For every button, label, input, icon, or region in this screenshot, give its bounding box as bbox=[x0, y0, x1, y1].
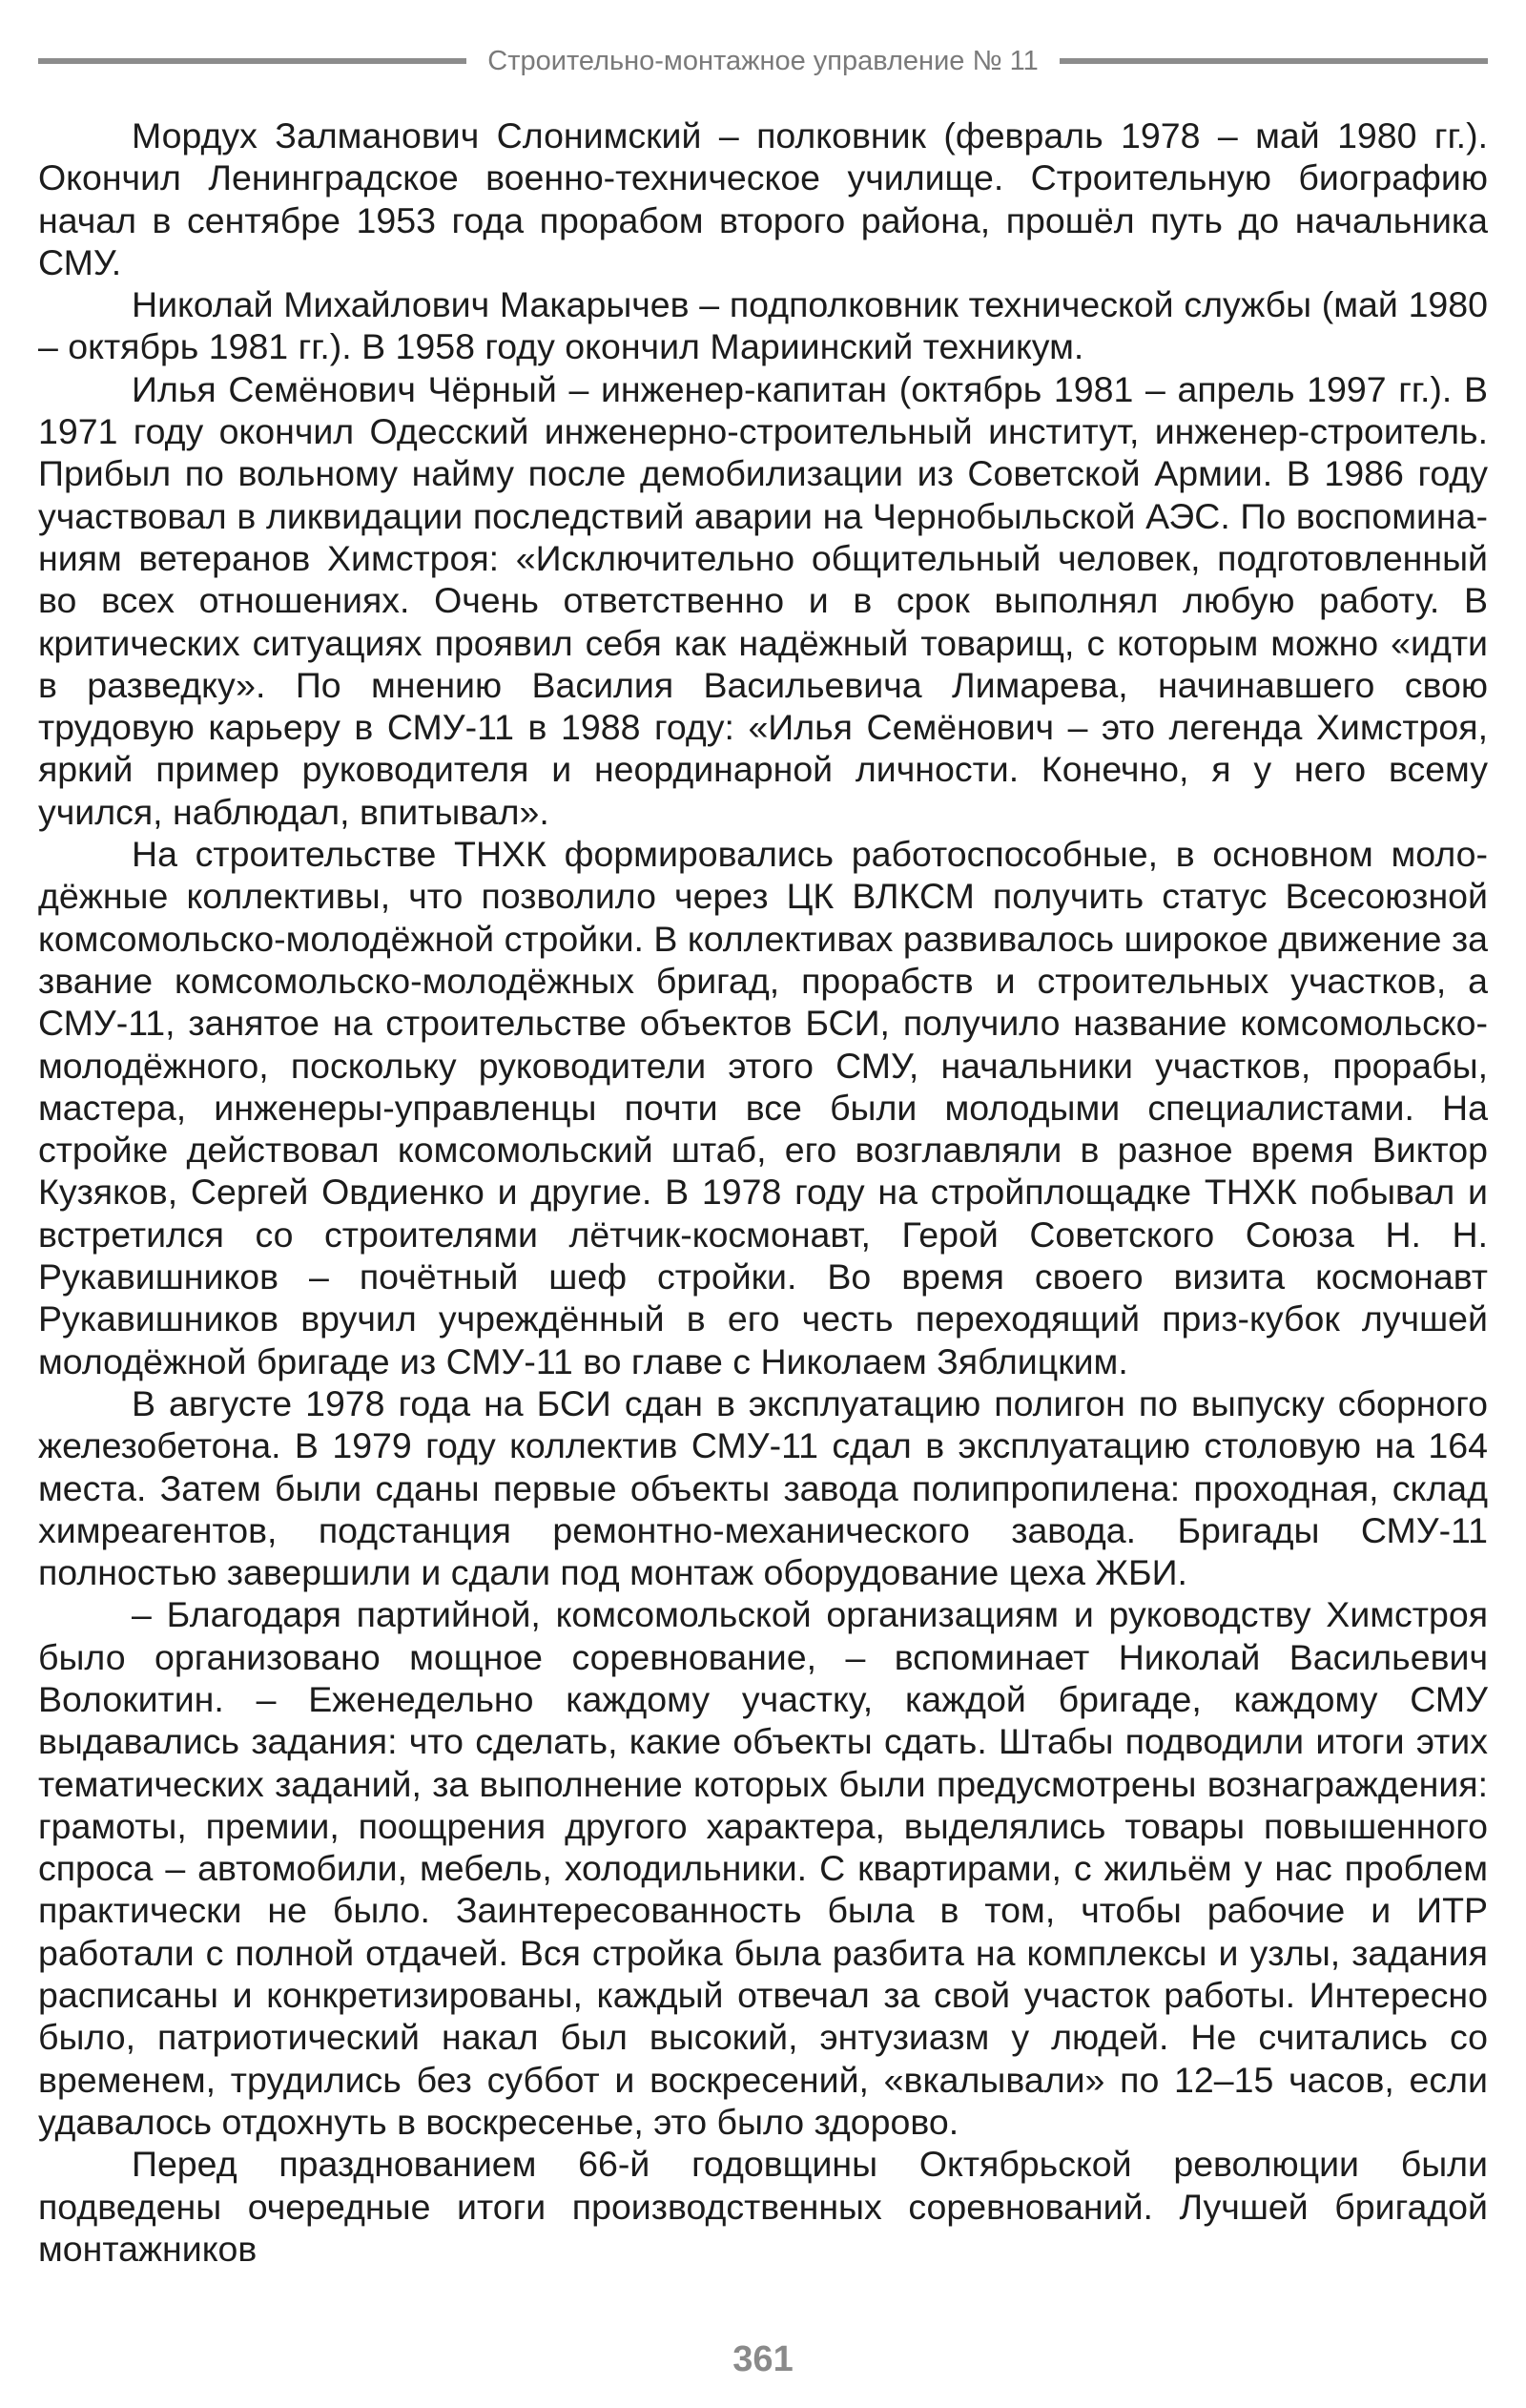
paragraph: Николай Михайлович Макарычев – подполковник технической службы (май 1980 – октябрь 1981 гг.). В 1958 году окончил Мариинский техникум. bbox=[38, 284, 1488, 367]
header-rule-left bbox=[38, 58, 466, 64]
body-text bbox=[38, 114, 1488, 2270]
paragraph: Илья Семёнович Чёрный – инженер-капитан (октябрь 1981 – апрель 1997 гг.). В 1971 году окончил Одесский инженерно-строительный институт, инженер-строитель. Прибыл по вольному найму после демобилизации из Советской Армии. В 1986 году участвовал в ликвидации последствий аварии на Чернобыльской АЭС. По воспоминаниям ветеранов Химстроя: «Исключительно общительный человек, подготовленный во всех отношениях. Очень ответственно и в срок выполнял любую работу. В критических ситуациях проявил себя как надёжный товарищ, с которым можно «идти в разведку». По мнению Василия Васильевича Лимарева, начинавшего свою трудовую карьеру в СМУ-11 в 1988 году: «Илья Семёнович – это легенда Химстроя, яркий пример руководителя и неординарной личности. Конечно, я у него всему учился, наблюдал, впитывал». bbox=[38, 368, 1488, 832]
running-header bbox=[38, 42, 1488, 80]
paragraph: На строительстве ТНХК формировались работоспособные, в основном молодёжные коллективы, что позволило через ЦК ВЛКСМ получить статус Всесоюзной комсомольско-молодёжной стройки. В коллективах развивалось широкое движение за звание комсомольско-молодёжных бригад, прорабств и строительных участков, а СМУ-11, занятое на строительстве объектов БСИ, получило название комсомольско-молодёжного, поскольку руководители этого СМУ, начальники участков, прорабы, мастера, инженеры-управленцы почти все были молодыми специалистами. На стройке действовал комсомольский штаб, его возглавляли в разное время Виктор Кузяков, Сергей Овдиенко и другие. В 1978 году на стройплощадке ТНХК побывал и встретился со строителями лётчик-космонавт, Герой Советского Союза Н. Н. Рукавишников – почётный шеф стройки. Во время своего визита космонавт Рукавишников вручил учреждённый в его честь переходящий приз-кубок лучшей молодёжной бригаде из СМУ-11 во главе с Николаем Зяблицким. bbox=[38, 834, 1488, 1381]
running-header-title: Строительно-монтажное управление № 11 bbox=[487, 45, 1039, 76]
page-number: 361 bbox=[732, 2339, 794, 2379]
paragraph: Перед празднованием 66-й годовщины Октябрьской революции были подведены очередные итоги производственных соревнований. Лучшей бригадой монтажников bbox=[38, 2144, 1488, 2269]
paragraph: – Благодаря партийной, комсомольской организациям и руководству Химстроя было организовано мощное соревнование, – вспоминает Николай Васильевич Волокитин. – Еженедельно каждому участку, каждой бригаде, каждому СМУ выдавались задания: что сделать, какие объекты сдать. Штабы подводили итоги этих тематических заданий, за выполнение которых были предусмотрены вознаграждения: грамоты, премии, поощрения другого характера, выделялись товары повышенного спроса – автомобили, мебель, холодильники. С квартирами, с жильём у нас проблем практически не было. Заинтересованность была в том, чтобы рабочие и ИТР работали с полной отдачей. Вся стройка была разбита на комплексы и узлы, задания расписаны и конкретизированы, каждый отвечал за свой участок работы. Интересно было, патриотический накал был высокий, энтузиазм у людей. Не считались со временем, трудились без суббот и воскресений, «вкалывали» по 12–15 часов, если удавалось отдохнуть в воскресенье, это было здорово. bbox=[38, 1594, 1488, 2142]
header-rule-right bbox=[1060, 58, 1488, 64]
paragraph: Мордух Залманович Слонимский – полковник (февраль 1978 – май 1980 гг.). Окончил Ленинградское военно-техническое училище. Строительную биографию начал в сентябре 1953 года прорабом второго района, прошёл путь до начальника СМУ. bbox=[38, 115, 1488, 282]
paragraph: В августе 1978 года на БСИ сдан в эксплуатацию полигон по выпуску сборного железобетона. В 1979 году коллектив СМУ-11 сдал в эксплуатацию столовую на 164 места. Затем были сданы первые объекты завода полипропилена: проходная, склад химреагентов, подстанция ремонтно-механического завода. Бригады СМУ-11 полностью завершили и сдали под монтаж оборудование цеха ЖБИ. bbox=[38, 1382, 1488, 1593]
